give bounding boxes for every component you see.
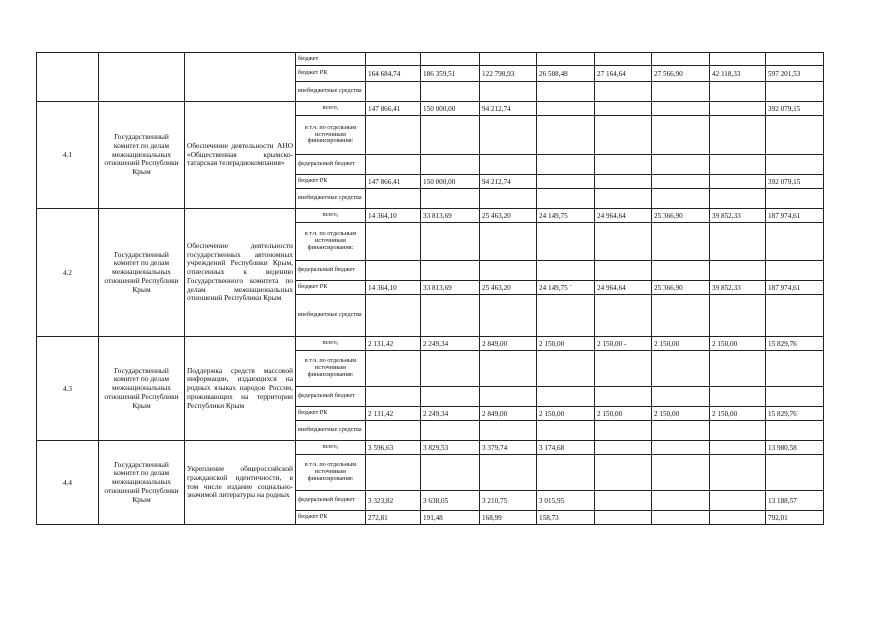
value-cell: 186 359,51 (421, 66, 480, 82)
row-4-2-total (37, 209, 824, 223)
value-cell: 187 974,61 (766, 209, 824, 223)
section-number (37, 53, 99, 102)
value-cell: 2 131,42 (366, 337, 421, 351)
value-cell: 168,99 (480, 511, 537, 525)
value-cell: 13 980,58 (766, 441, 824, 455)
event-cell (185, 53, 296, 102)
value-cell: 42 118,33 (710, 66, 766, 82)
executor-cell (99, 53, 185, 102)
value-cell (710, 175, 766, 189)
value-cell: 26 508,48 (537, 66, 595, 82)
value-cell: 2 849,00 (480, 407, 537, 421)
value-cell: 3 829,53 (421, 441, 480, 455)
row-4-4-total (37, 441, 824, 455)
value-cell (537, 175, 595, 189)
source-label: в т.ч. по отдельным источникам финансирования: (296, 351, 366, 387)
value-cell: 3 174,68 (537, 441, 595, 455)
source-label: федеральный бюджет (296, 387, 366, 407)
source-label: бюджет (296, 53, 366, 66)
value-cell: 24 964,64 (595, 281, 652, 295)
value-cell: 2 150,00 (710, 407, 766, 421)
source-label: бюджет РК (296, 407, 366, 421)
value-cell: 2 150,00 (652, 407, 710, 421)
value-cell: 39 852,33 (710, 281, 766, 295)
event-cell: Поддержка средств массовой информации, издающихся на родных языках народов России, проживающих на территории Республики Крым (185, 337, 296, 441)
value-cell: 191,48 (421, 511, 480, 525)
value-cell: 3 638,05 (421, 491, 480, 511)
value-cell: 164 684,74 (366, 66, 421, 82)
event-cell: Укрепление общероссийской гражданской идентичности, в том числе издание социально-значимой литературы на родных (185, 441, 296, 525)
value-cell (652, 441, 710, 455)
value-cell: 13 188,57 (766, 491, 824, 511)
value-cell: 2 150,00 (595, 407, 652, 421)
value-cell: 27 566,90 (652, 66, 710, 82)
value-cell: 3 015,95 (537, 491, 595, 511)
source-label: внебюджетные средства (296, 295, 366, 337)
value-cell: 2 150,00 (710, 337, 766, 351)
value-cell (595, 511, 652, 525)
value-cell (537, 102, 595, 116)
source-label: бюджет РК (296, 175, 366, 189)
value-cell: 33 813,69 (421, 209, 480, 223)
value-cell: 94 212,74 (480, 102, 537, 116)
source-label: федеральный бюджет (296, 155, 366, 175)
value-cell (710, 441, 766, 455)
value-cell (595, 175, 652, 189)
source-label: в т.ч. по отдельным источникам финансирования: (296, 223, 366, 261)
value-cell: 2 249,34 (421, 337, 480, 351)
value-cell: 33 813,69 (421, 281, 480, 295)
source-label: всего, (296, 441, 366, 455)
value-cell: 14 364,10 (366, 209, 421, 223)
value-cell: 3 379,74 (480, 441, 537, 455)
value-cell: 15 829,76 (766, 337, 824, 351)
source-label: всего, (296, 209, 366, 223)
value-cell (710, 491, 766, 511)
value-cell (595, 441, 652, 455)
value-cell: 25 366,90 (652, 209, 710, 223)
executor-cell: Государственный комитет по делам межнациональных отношений Республики Крым (99, 209, 185, 337)
value-cell: 3 596,63 (366, 441, 421, 455)
executor-cell: Государственный комитет по делам межнациональных отношений Республики Крым (99, 102, 185, 209)
source-label: бюджет РК (296, 281, 366, 295)
value-cell (652, 175, 710, 189)
source-label: всего, (296, 102, 366, 116)
value-cell: 94 212,74 (480, 175, 537, 189)
value-cell (652, 491, 710, 511)
value-cell: 14 364,10 (366, 281, 421, 295)
value-cell (595, 102, 652, 116)
executor-cell: Государственный комитет по делам межнациональных отношений Республики Крым (99, 441, 185, 525)
source-label: бюджет РК (296, 66, 366, 82)
value-cell (595, 491, 652, 511)
source-label: федеральный бюджет (296, 491, 366, 511)
value-cell: 147 866,41 (366, 175, 421, 189)
section-number: 4.3 (37, 337, 99, 441)
source-label: бюджет РК (296, 511, 366, 525)
value-cell: 392 079,15 (766, 175, 824, 189)
value-cell: 187 974,61 (766, 281, 824, 295)
value-cell: 272,81 (366, 511, 421, 525)
value-cell: 15 829,76 (766, 407, 824, 421)
value-cell (710, 102, 766, 116)
executor-cell: Государственный комитет по делам межнациональных отношений Республики Крым (99, 337, 185, 441)
value-cell: 3 323,82 (366, 491, 421, 511)
value-cell: 25 463,20 (480, 209, 537, 223)
value-cell: 392 079,15 (766, 102, 824, 116)
row-top-budget-tail (37, 53, 824, 66)
value-cell: 2 849,00 (480, 337, 537, 351)
source-label: федеральный бюджет (296, 261, 366, 281)
source-label: в т.ч. по отдельным источникам финансирования: (296, 116, 366, 155)
value-cell: 158,73 (537, 511, 595, 525)
value-cell: 2 150,00 (652, 337, 710, 351)
value-cell: 2 131,42 (366, 407, 421, 421)
value-cell: 24 149,75 ` (537, 281, 595, 295)
value-cell (710, 511, 766, 525)
source-label: внебюджетные средства (296, 189, 366, 209)
section-number: 4.2 (37, 209, 99, 337)
value-cell: 150 000,00 (421, 102, 480, 116)
source-label: внебюджетные средства (296, 421, 366, 441)
value-cell: 39 852,33 (710, 209, 766, 223)
section-number: 4.1 (37, 102, 99, 209)
event-cell: Обеспечение деятельности государственных автономных учреждений Республики Крым, отнесенных к ведению Государственного комитета по делам межнациональных отношений Республики Крым (185, 209, 296, 337)
source-label: всего, (296, 337, 366, 351)
value-cell: 3 210,75 (480, 491, 537, 511)
value-cell: 24 149,75 (537, 209, 595, 223)
value-cell (652, 511, 710, 525)
value-cell: 122 798,93 (480, 66, 537, 82)
value-cell: 792,01 (766, 511, 824, 525)
event-cell: Обеспечение деятельности АНО «Общественная крымско-татарская телерадиокомпания» (185, 102, 296, 209)
value-cell: 27 164,64 (595, 66, 652, 82)
section-number: 4.4 (37, 441, 99, 525)
value-cell: 2 150,00 (537, 407, 595, 421)
value-cell: 147 866,41 (366, 102, 421, 116)
value-cell (652, 102, 710, 116)
value-cell: 2 150,00 - (595, 337, 652, 351)
value-cell: 150 000,00 (421, 175, 480, 189)
value-cell: 24 964,64 (595, 209, 652, 223)
row-4-3-total (37, 337, 824, 351)
row-4-1-total (37, 102, 824, 116)
budget-table (36, 52, 824, 525)
source-label: внебюджетные средства (296, 82, 366, 102)
value-cell: 2 150,00 (537, 337, 595, 351)
value-cell: 2 249,34 (421, 407, 480, 421)
value-cell: 25 463,20 (480, 281, 537, 295)
value-cell: 25 366,90 (652, 281, 710, 295)
value-cell: 597 201,53 (766, 66, 824, 82)
source-label: в т.ч. по отдельным источникам финансирования: (296, 455, 366, 491)
